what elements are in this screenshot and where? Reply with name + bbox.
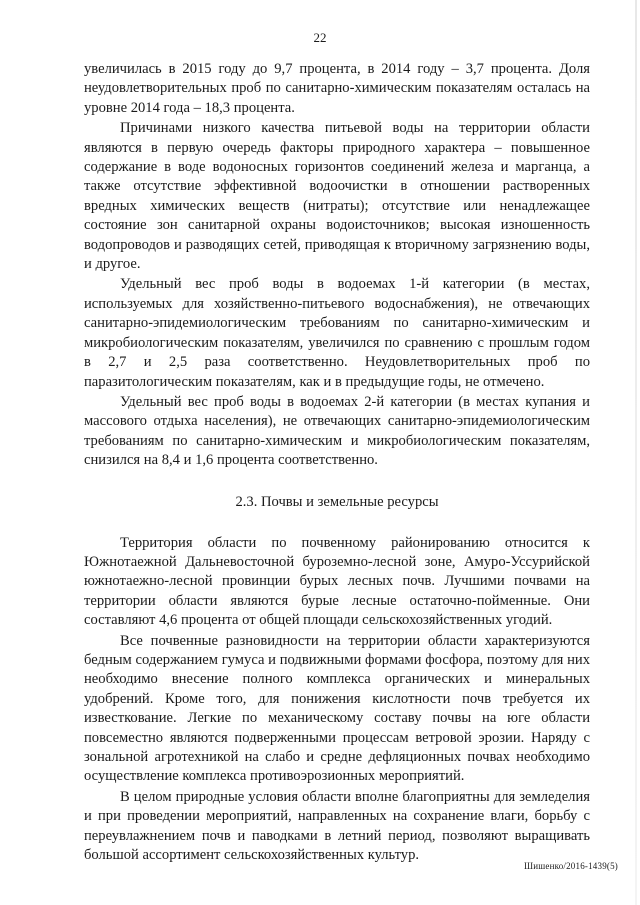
paragraph-category-2-reservoirs: Удельный вес проб воды в водоемах 2-й категории (в местах купания и массового отдыха населения), не отвечающих санитарно-эпидемиологическим требованиям по санитарно-химическим и микробиологическим показателям, снизился на 8,4 и 1,6 процента соответственно. bbox=[84, 393, 590, 469]
section-heading-soils: 2.3. Почвы и земельные ресурсы bbox=[235, 493, 439, 510]
paragraph-soil-zoning: Территория области по почвенному районированию относится к Южнотаежной Дальневосточной буроземно-лесной зоне, Амуро-Уссурийской южнотаежно-лесной провинции бурых лесных почв. Лучшими почвами на территории области являются бурые лесные остаточно-пойменные. Они составляют 4,6 процента от общей площади сельскохозяйственных угодий. bbox=[84, 534, 590, 629]
document-code: Шишенко/2016-1439(5) bbox=[523, 861, 618, 871]
paragraph-natural-conditions: В целом природные условия области вполне благоприятны для земледелия и при проведении мероприятий, направленных на сохранение влаги, борьбу с переувлажнением почв и паводками в летний период, позволяют выращивать большой ассортимент сельскохозяйственных культур. bbox=[84, 788, 590, 864]
paragraph-water-quality-continued: увеличилась в 2015 году до 9,7 процента, в 2014 году – 3,7 процента. Доля неудовлетворительных проб по санитарно-химическим показателям осталась на уровне 2014 года – 18,3 процента. bbox=[84, 61, 590, 116]
scan-edge bbox=[635, 0, 637, 905]
paragraph-category-1-reservoirs: Удельный вес проб воды в водоемах 1-й категории (в местах, используемых для хозяйственно-питьевого водоснабжения), не отвечающих санитарно-эпидемиологическим требованиям по санитарно-химическим и микробиологическим показателям, увеличился по сравнению с прошлым годом в 2,7 и 2,5 раза соответственно. Неудовлетворительных проб по паразитологическим показателям, как и в предыдущие годы, не отмечено. bbox=[84, 276, 590, 390]
paragraph-soil-characteristics: Все почвенные разновидности на территории области характеризуются бедным содержанием гумуса и подвижными формами фосфора, поэтому для них необходимо внесение полного комплекса органических и минеральных удобрений. Кроме того, для понижения кислотности почв требуется их известкование. Легкие по механическому составу почвы на юге области повсеместно являются подверженными процессам ветровой эрозии. Наряду с зональной агротехникой на слабо и средне дефляционных почвах необходимо осуществление комплекса противоэрозионных мероприятий. bbox=[84, 632, 590, 785]
document-body bbox=[84, 60, 590, 865]
paragraph-water-causes: Причинами низкого качества питьевой воды на территории области являются в первую очередь факторы природного характера – повышенное содержание в воде водоносных горизонтов соединений железа и марганца, а также отсутствие эффективной водоочистки в отношении растворенных вредных химических веществ (нитраты); отсутствие или ненадлежащее состояние зон санитарной охраны водоисточников; высокая изношенность водопроводов и разводящих сетей, приводящая к вторичному загрязнению воды, и другое. bbox=[84, 120, 590, 273]
page-number: 22 bbox=[313, 30, 327, 45]
